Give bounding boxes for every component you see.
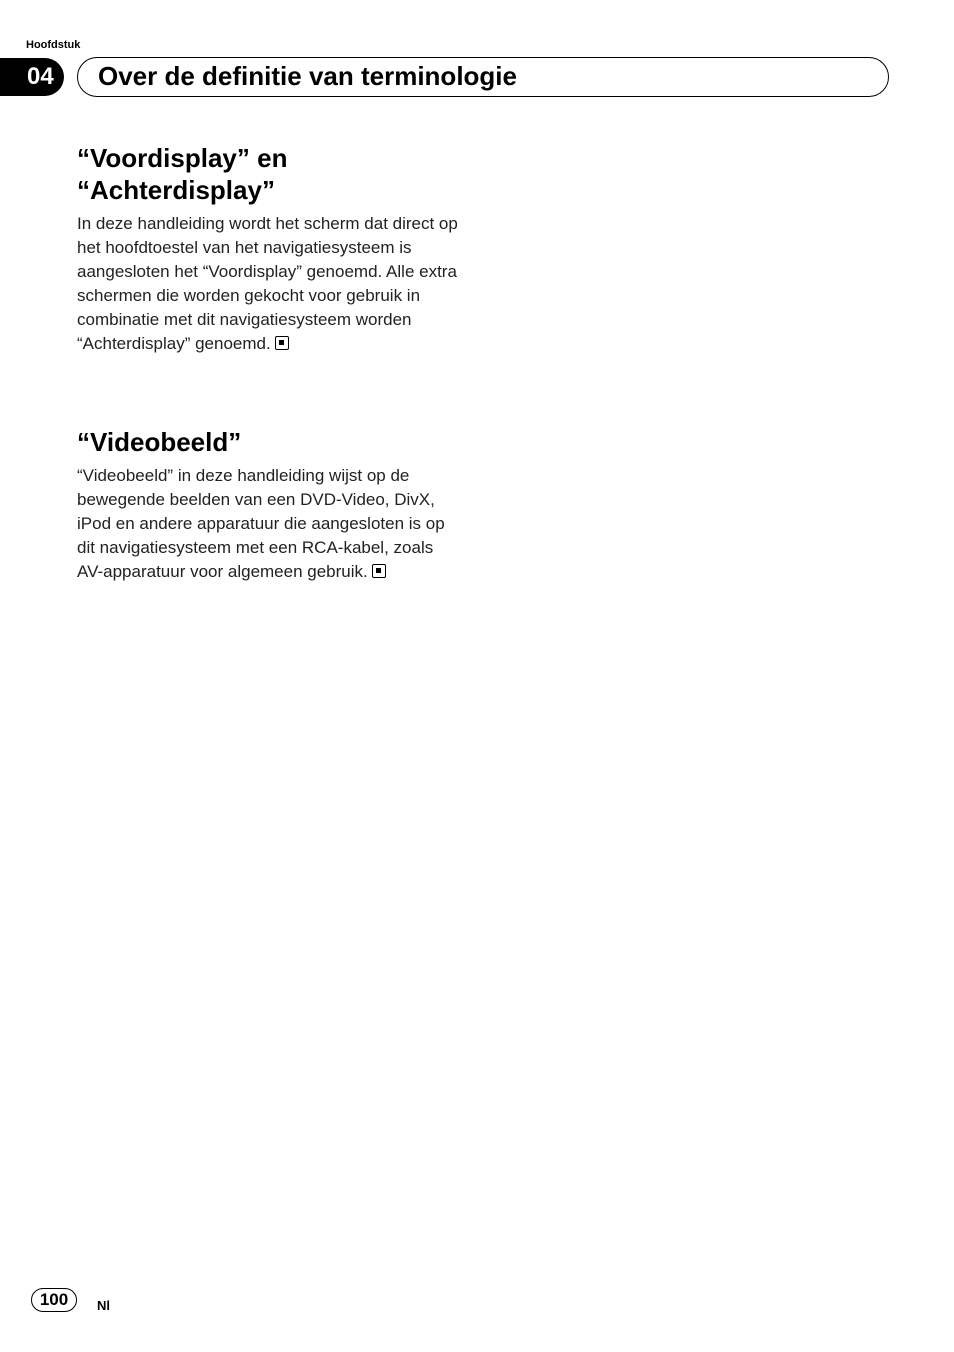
section-videobeeld xyxy=(77,426,462,584)
section-body xyxy=(77,464,462,584)
section-heading-line-2: “Achterdisplay” xyxy=(77,175,275,205)
section-heading xyxy=(77,142,462,206)
end-of-section-icon xyxy=(275,336,289,350)
chapter-title-bar xyxy=(77,57,889,97)
section-body-text: In deze handleiding wordt het scherm dat direct op het hoofdtoestel van het navigatiesysteem is aangesloten het “Voordisplay” genoemd. Alle extra schermen die worden gekocht voor gebruik in combinatie met dit navigatiesysteem worden “Achterdisplay” genoemd. xyxy=(77,214,458,353)
section-heading-line-1: “Voordisplay” en xyxy=(77,143,288,173)
chapter-title: Over de definitie van terminologie xyxy=(98,61,517,91)
section-heading: “Videobeeld” xyxy=(77,427,242,457)
chapter-label: Hoofdstuk xyxy=(26,39,81,51)
section-voordisplay-achterdisplay xyxy=(77,142,462,356)
language-code: Nl xyxy=(97,1298,110,1313)
section-body xyxy=(77,212,462,356)
chapter-number-badge: 04 xyxy=(0,58,64,96)
page-number: 100 xyxy=(31,1288,77,1312)
section-body-text: “Videobeeld” in deze handleiding wijst op de bewegende beelden van een DVD-Video, DivX, iPod en andere apparatuur die aangesloten is op dit navigatiesysteem met een RCA-kabel, zoals AV-apparatuur voor algemeen gebruik. xyxy=(77,466,445,581)
end-of-section-icon xyxy=(372,564,386,578)
